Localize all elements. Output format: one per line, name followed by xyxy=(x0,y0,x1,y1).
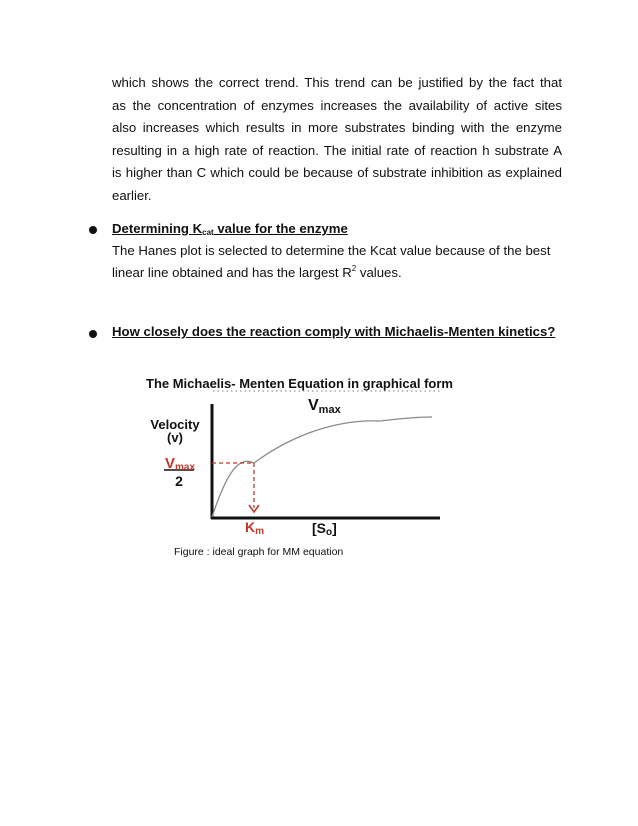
x-label-sub: o xyxy=(326,527,333,538)
half-vmax-label xyxy=(165,455,195,473)
km-sub: m xyxy=(255,526,265,537)
x-axis-label xyxy=(312,520,337,538)
half-vmax-main: V xyxy=(165,455,176,472)
line-text: linear line obtained and has the largest R xyxy=(112,265,352,280)
intro-line: is higher than C which could be because of substrate inhibition as explained xyxy=(112,165,562,181)
half-vmax-denominator: 2 xyxy=(175,473,183,489)
figure-title: The Michaelis- Menten Equation in graphical form xyxy=(146,376,453,391)
km-main: K xyxy=(245,519,256,535)
km-label xyxy=(245,519,264,537)
y-axis-label: (v) xyxy=(167,430,183,445)
mm-curve xyxy=(212,417,432,517)
figure-caption: Figure : ideal graph for MM equation xyxy=(174,546,344,558)
kcat-text-line-1: The Hanes plot is selected to determine the Kcat value because of the best xyxy=(112,243,551,258)
intro-line: which shows the correct trend. This trend can be justified by the fact that xyxy=(112,75,562,90)
x-label-pre: [S xyxy=(312,520,326,536)
heading-text: Determining K xyxy=(112,221,203,236)
heading-subscript: cat xyxy=(202,228,214,237)
intro-line: earlier. xyxy=(112,187,152,203)
y-axis-label: Velocity xyxy=(150,417,200,432)
superscript: 2 xyxy=(351,264,357,273)
half-vmax-sub: max xyxy=(175,462,196,473)
line-text: values. xyxy=(356,265,402,280)
heading-text: value for the enzyme xyxy=(213,221,348,236)
vmax-sub: max xyxy=(318,404,341,416)
intro-line: as the concentration of enzymes increases the availability of active sites xyxy=(112,97,562,113)
intro-line: also increases which results in more substrates binding with the enzyme xyxy=(112,120,562,136)
vmax-main: V xyxy=(308,397,319,414)
vmax-label xyxy=(308,397,342,416)
intro-line: resulting in a high rate of reaction. The initial rate of reaction h substrate A xyxy=(112,142,562,158)
section-heading-mm: How closely does the reaction comply with Michaelis-Menten kinetics? xyxy=(112,324,556,339)
x-label-post: ] xyxy=(332,520,337,536)
